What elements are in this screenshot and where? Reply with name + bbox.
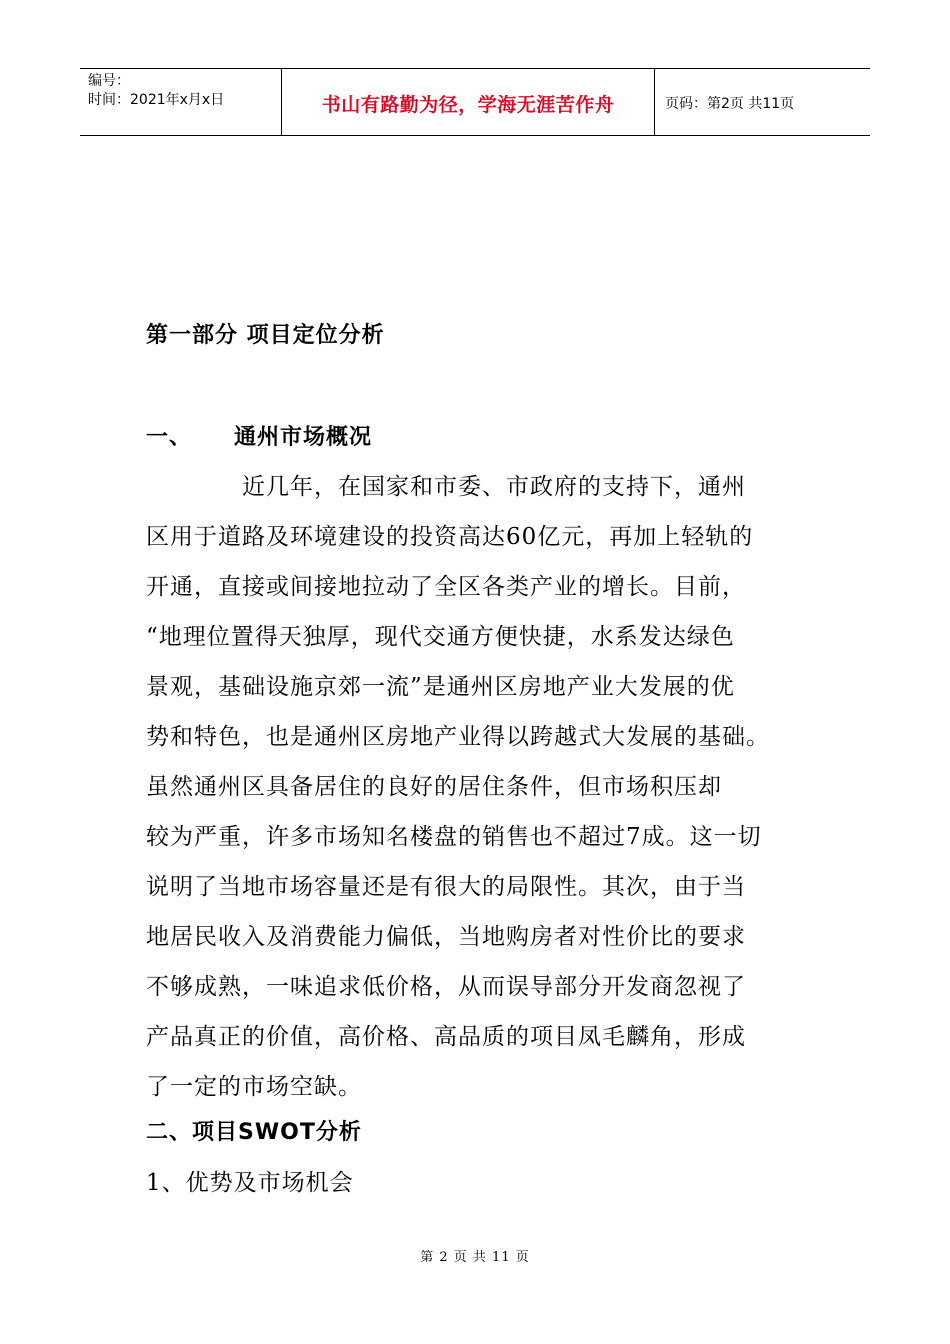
page-footer: 第 2 页 共 11 页 [420, 1250, 530, 1265]
header-motto-cell [282, 69, 655, 135]
paragraph-line: 开通，直接或间接地拉动了全区各类产业的增长。目前， [146, 574, 746, 600]
header-page-cell [655, 69, 870, 135]
paragraph-line: “地理位置得天独厚，现代交通方便快捷，水系发达绿色 [146, 624, 735, 650]
paragraph-line: 地居民收入及消费能力偏低，当地购房者对性价比的要求 [146, 924, 746, 950]
document-time-label: 时间：2021年x月x日 [88, 92, 225, 108]
paragraph-line: 产品真正的价值，高价格、高品质的项目凤毛麟角，形成 [146, 1024, 746, 1050]
section-2-heading: 二、项目SWOT分析 [146, 1120, 362, 1145]
section-1-number: 一、 [146, 425, 193, 450]
header-motto: 书山有路勤为径，学海无涯苦作舟 [321, 93, 615, 116]
paragraph-line: 不够成熟，一味追求低价格，从而误导部分开发商忽视了 [146, 974, 746, 1000]
paragraph-line: 虽然通州区具备居住的良好的居住条件，但市场积压却 [146, 774, 722, 800]
section-1-title: 通州市场概况 [234, 425, 373, 450]
document-code-label: 编号： [88, 73, 130, 89]
paragraph-line: 较为严重，许多市场知名楼盘的销售也不超过7成。这一切 [146, 824, 762, 850]
paragraph-line: 近几年，在国家和市委、市政府的支持下，通州 [146, 474, 746, 500]
paragraph-line: 势和特色，也是通州区房地产业得以跨越式大发展的基础。 [146, 724, 770, 750]
paragraph-line: 区用于道路及环境建设的投资高达60亿元，再加上轻轨的 [146, 524, 754, 550]
paragraph-line: 说明了当地市场容量还是有很大的局限性。其次，由于当 [146, 874, 746, 900]
part-title: 第一部分 项目定位分析 [146, 323, 385, 348]
header-page-info: 页码：第2页 共11页 [665, 96, 795, 112]
subsection-1-heading: 1、优势及市场机会 [146, 1170, 354, 1196]
header-meta-cell [80, 69, 282, 135]
page-header [80, 68, 870, 136]
paragraph-line: 景观，基础设施京郊一流”是通州区房地产业大发展的优 [146, 674, 735, 700]
paragraph-line: 了一定的市场空缺。 [146, 1074, 362, 1100]
section-1-heading [146, 420, 372, 451]
